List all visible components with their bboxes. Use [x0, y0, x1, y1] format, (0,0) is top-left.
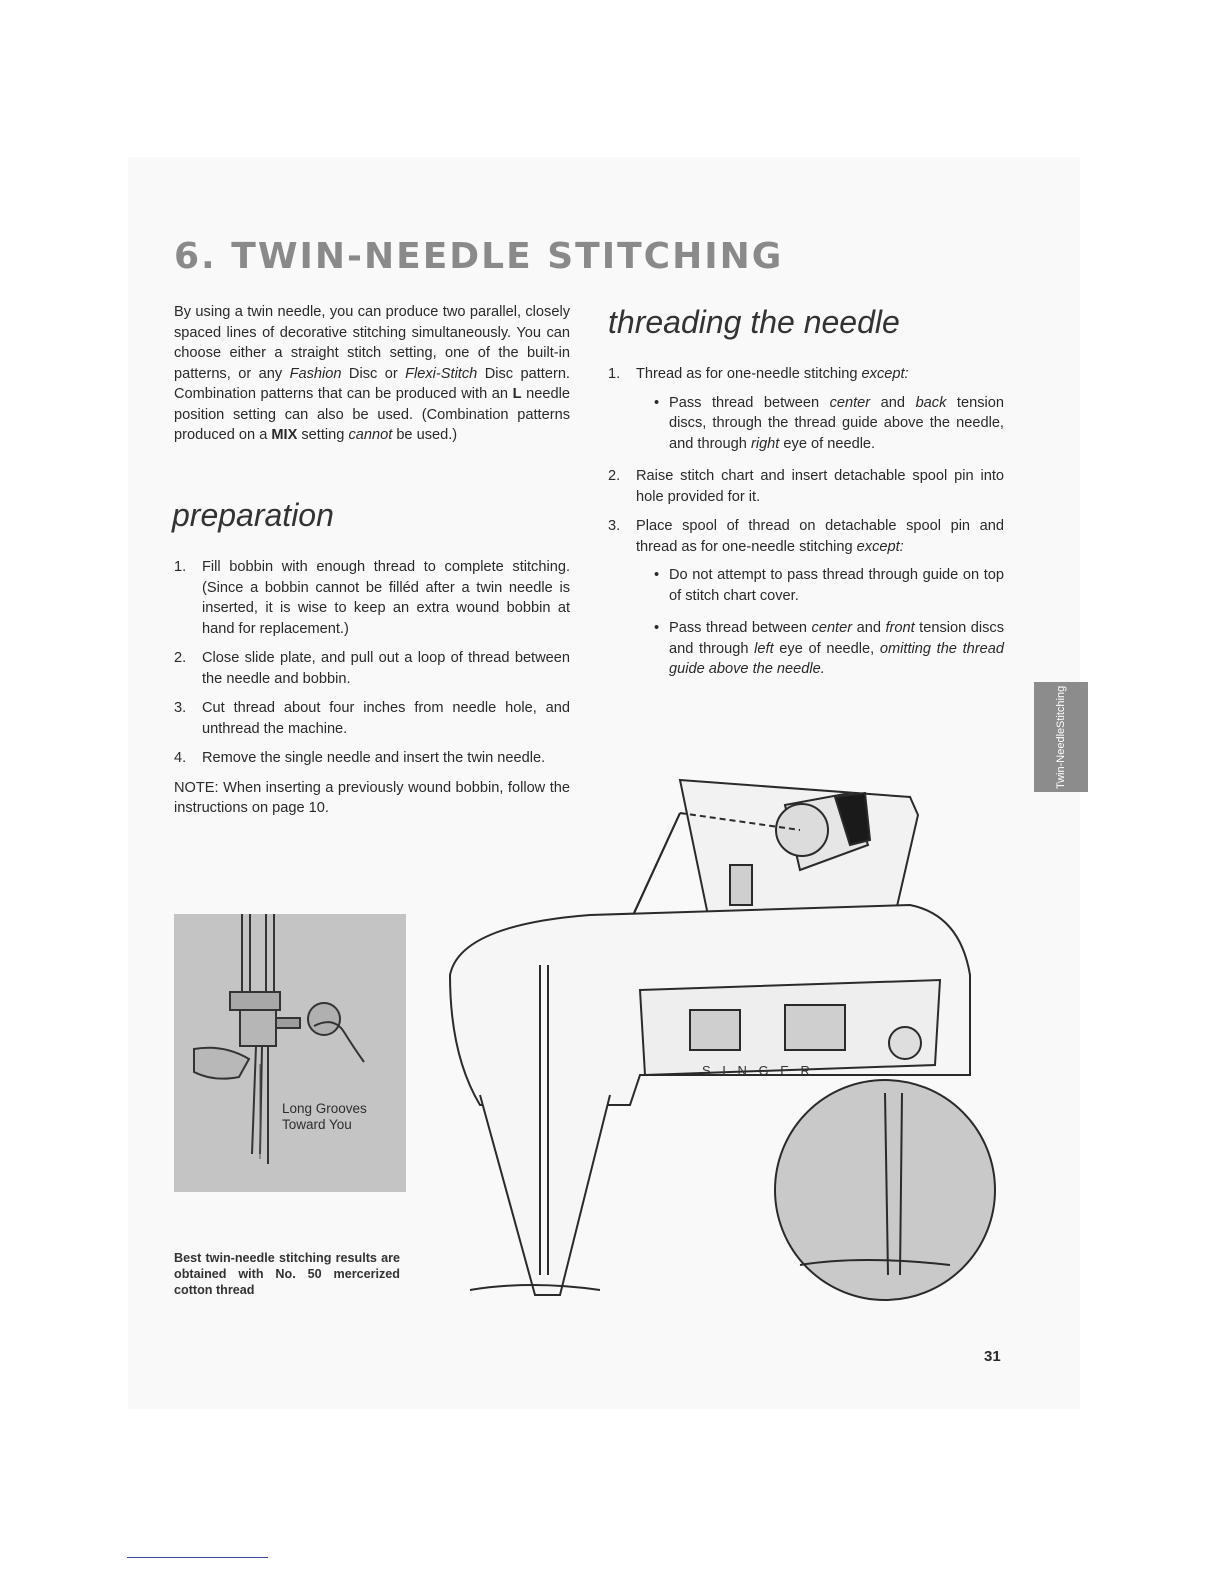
- step-number: 3.: [608, 518, 621, 534]
- bullet-emphasis: center: [829, 394, 871, 411]
- step-text: Close slide plate, and pull out a loop of thread between the needle and bobbin.: [202, 650, 570, 687]
- step-emphasis: except:: [856, 538, 904, 555]
- list-item: [608, 466, 1004, 507]
- thread-caption: Best twin-needle stitching results are obtained with No. 50 mercerized cotton thread: [174, 1250, 400, 1297]
- step-number: 1.: [174, 559, 187, 575]
- step-text: Fill bobbin with enough thread to complete stitching. (Since a bobbin cannot be filléd after a twin needle is inserted, it is wise to keep an extra wound bobbin at hand for replacement.): [202, 559, 570, 637]
- step-number: 3.: [174, 700, 187, 716]
- intro-l-setting: L: [512, 386, 522, 402]
- bullet-text: eye of needle,: [773, 640, 880, 657]
- step-text: Thread as for one-needle stitching: [636, 366, 862, 382]
- list-item: [174, 557, 570, 639]
- intro-cannot: cannot: [348, 427, 393, 443]
- step-number: 2.: [174, 650, 187, 666]
- list-item: [174, 698, 570, 739]
- intro-text: By using a twin needle, you can produce two parallel, closely spaced lines of decorative stitching simultaneously. You can choose either a straight stitch setting, one of the built-in patterns, or any: [174, 304, 570, 382]
- bullet-text: Pass thread between: [669, 620, 812, 636]
- preparation-steps: [174, 557, 570, 769]
- bullet-emphasis: center: [811, 620, 853, 636]
- photo-label-line: Toward You: [282, 1117, 352, 1132]
- step-emphasis: except:: [861, 366, 909, 382]
- bullet-text: tension discs and through: [669, 620, 1004, 657]
- step-number: 1.: [608, 366, 621, 382]
- intro-text: be used.): [392, 427, 458, 443]
- bullet-emphasis: left: [754, 640, 774, 657]
- bullet-text: and: [870, 394, 916, 411]
- step1-bullets: [636, 393, 1004, 455]
- intro-text: Disc pattern. Combination patterns that can be produced with an: [174, 365, 570, 402]
- step-text: Cut thread about four inches from needle hole, and unthread the machine.: [202, 700, 570, 737]
- bullet-emphasis: omitting the thread guide above the needle.: [669, 640, 1004, 677]
- list-item: • Do not attempt to pass thread through guide on top of stitch chart cover.: [654, 565, 1004, 606]
- list-item: [608, 516, 1004, 680]
- list-item: [174, 648, 570, 689]
- step3-bullets: [636, 565, 1004, 680]
- step-text: Place spool of thread on detachable spool pin and thread as for one-needle stitching: [636, 518, 1004, 555]
- bullet-text: Pass thread between: [669, 394, 830, 411]
- threading-heading: threading the needle: [608, 304, 900, 340]
- bullet-emphasis: front: [885, 620, 915, 636]
- intro-fashion: Fashion: [289, 365, 342, 382]
- page-number: 31: [984, 1348, 1001, 1365]
- bullet-text: and: [852, 620, 886, 636]
- step-text: Remove the single needle and insert the twin needle.: [202, 750, 546, 766]
- intro-flexi-stitch: Flexi-Stitch: [405, 365, 478, 382]
- side-tab-label: [1034, 682, 1088, 792]
- page-title: 6. TWIN-NEEDLE STITCHING: [174, 236, 784, 277]
- intro-text: Disc or: [341, 365, 406, 382]
- list-item: [654, 393, 1004, 455]
- step-number: 2.: [608, 468, 621, 484]
- sewing-machine-drawing: [440, 775, 1000, 1305]
- list-item: [654, 618, 1004, 680]
- intro-text: setting: [297, 427, 349, 443]
- threading-steps: [608, 364, 1004, 680]
- bullet-emphasis: right: [750, 435, 780, 452]
- list-item: [608, 364, 1004, 454]
- footer-rule: [127, 1557, 268, 1558]
- step-text: Raise stitch chart and insert detachable spool pin into hole provided for it.: [636, 468, 1004, 505]
- intro-text: needle position setting can also be used. (Combination patterns produced on a: [174, 386, 570, 443]
- twin-needle-photo: [174, 914, 406, 1192]
- preparation-note: NOTE: When inserting a previously wound bobbin, follow the instructions on page 10.: [174, 779, 570, 816]
- photo-label: [282, 1101, 367, 1133]
- machine-brand-text: S I N G E R: [702, 1063, 814, 1078]
- intro-paragraph: [174, 302, 570, 446]
- bullet-text: eye of needle.: [779, 435, 876, 452]
- preparation-heading: preparation: [172, 497, 334, 533]
- bullet-emphasis: back: [915, 394, 947, 411]
- side-tab-line: Twin-Needle: [1055, 727, 1067, 789]
- threading-section: [608, 364, 1004, 692]
- step-number: 4.: [174, 750, 187, 766]
- side-tab-line: Stitching: [1055, 685, 1067, 728]
- sewing-machine-illustration: [440, 775, 1000, 1310]
- list-item: [174, 748, 570, 769]
- needle-insertion-illustration: [174, 914, 406, 1192]
- photo-label-line: Long Grooves: [282, 1101, 367, 1116]
- intro-mix-setting: MIX: [271, 427, 298, 443]
- bullet-text: tension discs, through the thread guide above the needle, and through: [669, 394, 1004, 452]
